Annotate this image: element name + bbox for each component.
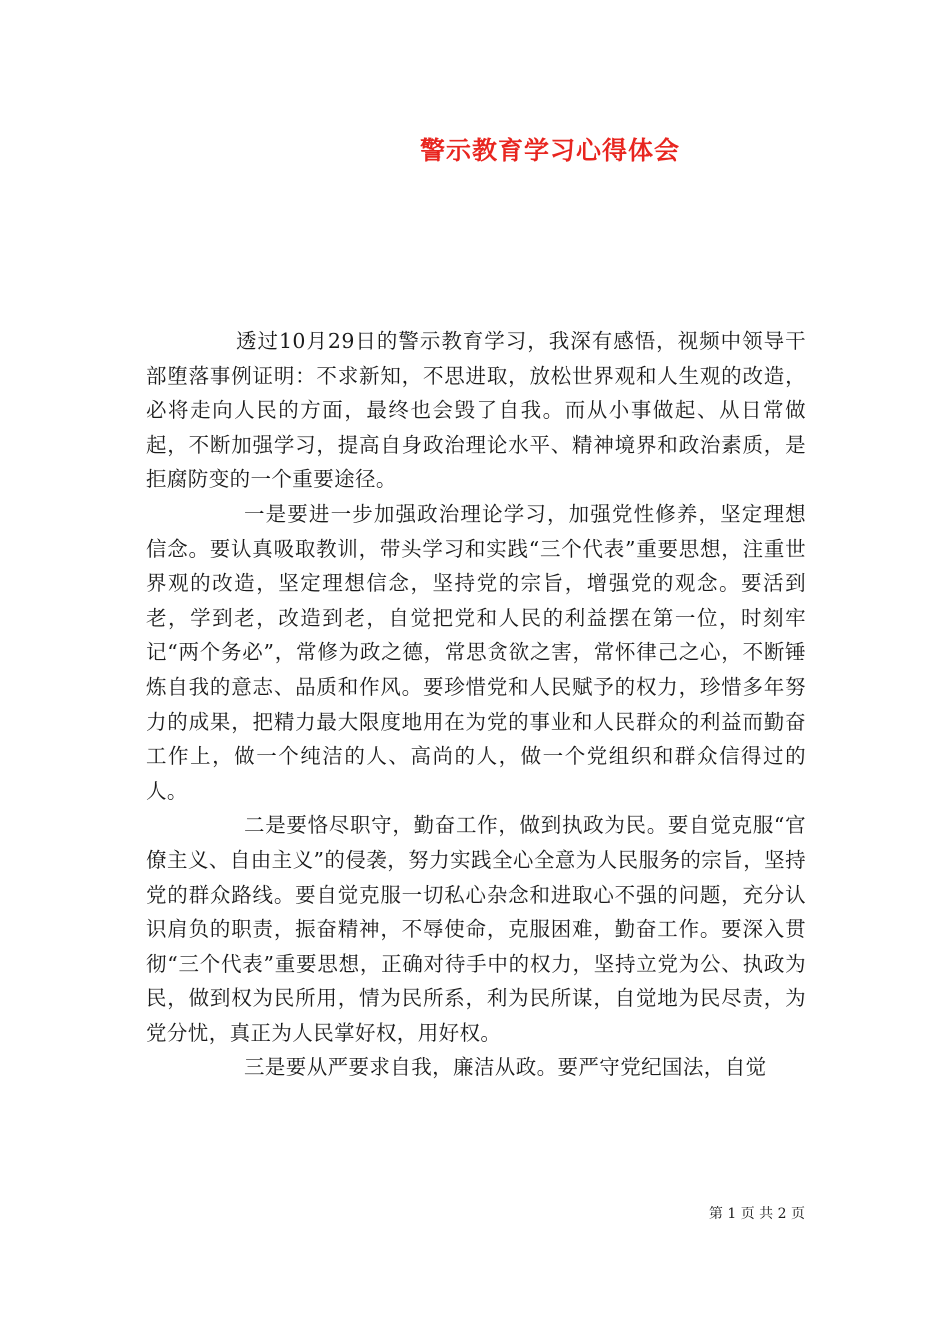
document-body <box>146 324 806 1085</box>
paragraph-3: 二是要恪尽职守，勤奋工作，做到执政为民。要自觉克服“官僚主义、自由主义”的侵袭，努力实践全心全意为人民服务的宗旨，坚持党的群众路线。要自觉克服一切私心杂念和进取心不强的问题，充分认识肩负的职责，振奋精神，不辱使命，克服困难，勤奋工作。要深入贯彻“三个代表”重要思想，正确对待手中的权力，坚持立党为公、执政为民，做到权为民所用，情为民所系，利为民所谋，自觉地为民尽责，为党分忧，真正为人民掌好权，用好权。 <box>146 813 806 1045</box>
paragraph-1: 透过10月29日的警示教育学习，我深有感悟，视频中领导干部堕落事例证明：不求新知，不思进取，放松世界观和人生观的改造，必将走向人民的方面，最终也会毁了自我。而从小事做起、从日常做起，不断加强学习，提高自身政治理论水平、精神境界和政治素质，是拒腐防变的一个重要途径。 <box>146 329 806 492</box>
document-title: 警示教育学习心得体会 <box>419 136 680 165</box>
page-number-footer: 第 1 页 共 2 页 <box>708 1206 805 1222</box>
paragraph-4: 三是要从严要求自我，廉洁从政。要严守党纪国法，自觉 <box>244 1055 767 1080</box>
paragraph-2: 一是要进一步加强政治理论学习，加强党性修养，坚定理想信念。要认真吸取教训，带头学习和实践“三个代表”重要思想，注重世界观的改造，坚定理想信念，坚持党的宗旨，增强党的观念。要活到老，学到老，改造到老，自觉把党和人民的利益摆在第一位，时刻牢记“两个务必”，常修为政之德，常思贪欲之害，常怀律己之心，不断锤炼自我的意志、品质和作风。要珍惜党和人民赋予的权力，珍惜多年努力的成果，把精力最大限度地用在为党的事业和人民群众的利益而勤奋工作上，做一个纯洁的人、高尚的人，做一个党组织和群众信得过的人。 <box>146 501 806 803</box>
